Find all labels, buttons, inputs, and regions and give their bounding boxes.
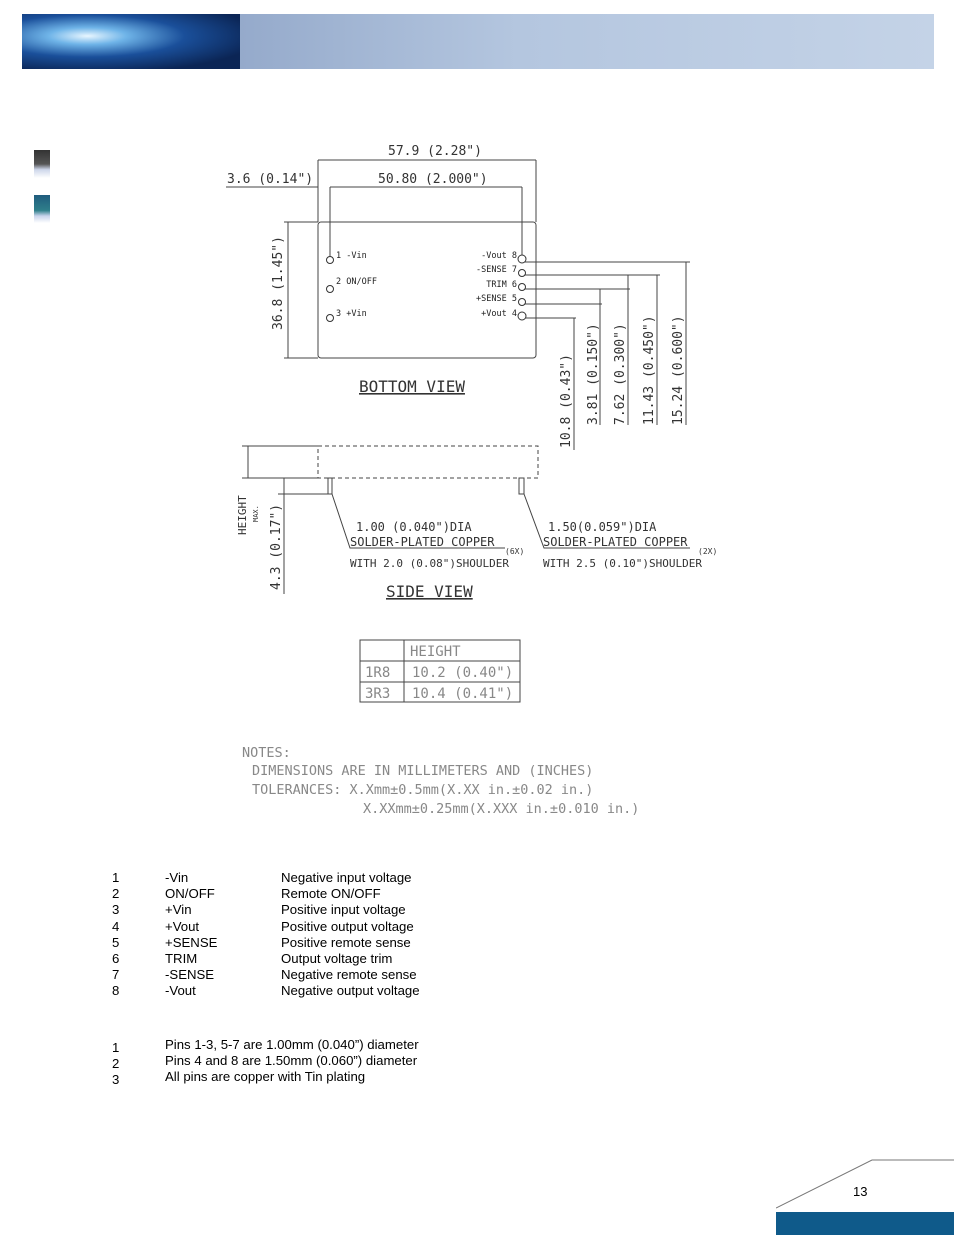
pin-label-left: 3 +Vin xyxy=(336,309,367,319)
pin-number: 1 xyxy=(112,870,120,885)
dim-right: 15.24 (0.600") xyxy=(671,315,686,425)
pin-number: 3 xyxy=(112,902,120,918)
pin-number: 5 xyxy=(112,934,120,950)
pin-small-spec: WITH 2.0 (0.08")SHOULDER xyxy=(350,557,509,570)
note-number: 3 xyxy=(112,1072,120,1088)
pin-name: -SENSE xyxy=(165,967,215,983)
height-table-cell: 3R3 xyxy=(365,686,391,702)
pin-number: 6 xyxy=(112,950,120,966)
dim-overall-width: 57.9 (2.28") xyxy=(388,144,482,159)
drawing-note-line: TOLERANCES: X.Xmm±0.5mm(X.XX in.±0.02 in.) xyxy=(252,782,594,798)
note-number: 1 xyxy=(112,1040,120,1055)
note-text: All pins are copper with Tin plating xyxy=(165,1069,366,1085)
pin-function: Negative remote sense xyxy=(281,967,417,983)
pin-label-right: +Vout 4 xyxy=(481,309,517,319)
dim-module-height: 36.8 (1.45") xyxy=(271,236,286,330)
pin-label-right: -SENSE 7 xyxy=(476,265,517,275)
height-label: HEIGHT xyxy=(236,495,249,535)
pin-label-right: TRIM 6 xyxy=(486,280,517,290)
pin-label-right: +SENSE 5 xyxy=(476,294,517,304)
dim-right: 11.43 (0.450") xyxy=(642,315,657,425)
pin-large-count: (2X) xyxy=(698,547,718,556)
height-table-cell: 1R8 xyxy=(365,665,391,681)
dim-right: 7.62 (0.300") xyxy=(613,323,628,425)
dim-pin-span: 50.80 (2.000") xyxy=(378,172,488,187)
pin-function: Output voltage trim xyxy=(281,950,393,966)
note-text: Pins 4 and 8 are 1.50mm (0.060”) diameter xyxy=(165,1053,418,1069)
pin-small-spec: SOLDER-PLATED COPPER xyxy=(350,535,495,549)
pin-name: -Vin xyxy=(165,870,189,885)
pin-large-spec: SOLDER-PLATED COPPER xyxy=(543,535,688,549)
pin-function: Remote ON/OFF xyxy=(281,886,381,902)
pin-label-left: 2 ON/OFF xyxy=(336,277,377,287)
drawing-note-line: X.XXmm±0.25mm(X.XXX in.±0.010 in.) xyxy=(363,801,640,817)
height-table-cell: 10.4 (0.41") xyxy=(412,686,514,702)
pin-name: TRIM xyxy=(165,950,198,966)
height-table-cell: 10.2 (0.40") xyxy=(412,665,514,681)
pin-name: +SENSE xyxy=(165,934,218,950)
height-table-header: HEIGHT xyxy=(410,644,461,660)
pin-name: +Vin xyxy=(165,902,192,918)
pin-label-right: -Vout 8 xyxy=(481,251,517,261)
pin-large-spec: WITH 2.5 (0.10")SHOULDER xyxy=(543,557,702,570)
max-label: MAX. xyxy=(252,505,260,522)
pin-number: 8 xyxy=(112,983,120,999)
pin-function: Positive remote sense xyxy=(281,934,411,950)
pin-label-left: 1 -Vin xyxy=(336,251,367,261)
pin-number: 2 xyxy=(112,886,120,902)
pin-name: +Vout xyxy=(165,918,200,934)
pin-number: 4 xyxy=(112,918,120,934)
module-outline-bottom-view xyxy=(318,222,536,358)
pin-name: ON/OFF xyxy=(165,886,215,902)
pin-small-count: (6X) xyxy=(505,547,525,556)
bottom-view-title: BOTTOM VIEW xyxy=(359,377,465,396)
side-view-title: SIDE VIEW xyxy=(386,582,473,601)
module-outline-side-view xyxy=(318,446,538,478)
drawing-notes-title: NOTES: xyxy=(242,745,291,761)
note-number: 2 xyxy=(112,1056,120,1072)
pin-name: -Vout xyxy=(165,983,196,999)
drawing-note-line: DIMENSIONS ARE IN MILLIMETERS AND (INCHES) xyxy=(252,763,594,779)
pin-function: Negative output voltage xyxy=(281,983,420,999)
page-number: 13 xyxy=(853,1184,868,1199)
pin-number: 7 xyxy=(112,967,120,983)
pin-small-spec: 1.00 (0.040")DIA xyxy=(356,520,472,534)
dim-pin-length: 4.3 (0.17") xyxy=(269,503,284,590)
pin-function: Negative input voltage xyxy=(281,870,412,885)
footer-bar xyxy=(776,1212,954,1235)
pin-function: Positive output voltage xyxy=(281,918,414,934)
dim-right: 3.81 (0.150") xyxy=(586,323,601,425)
dim-right: 10.8 (0.43") xyxy=(559,354,574,448)
pin-large-spec: 1.50(0.059")DIA xyxy=(548,520,657,534)
dim-edge-offset: 3.6 (0.14") xyxy=(227,172,314,187)
pin-function: Positive input voltage xyxy=(281,902,406,918)
note-text: Pins 1-3, 5-7 are 1.00mm (0.040”) diameter xyxy=(165,1037,419,1052)
